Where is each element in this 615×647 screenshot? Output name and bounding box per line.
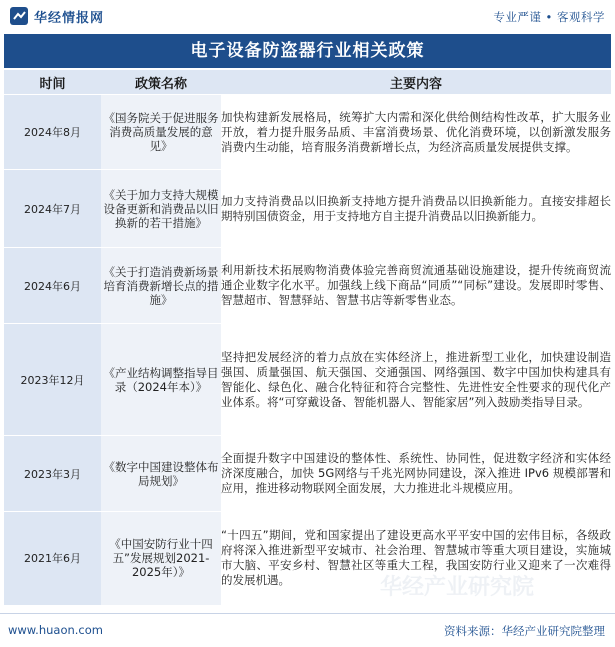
- table-row: [4, 170, 611, 248]
- footer-site-link[interactable]: www.huaon.com: [8, 623, 103, 637]
- table-row: [4, 436, 611, 512]
- row-content: 加力支持消费品以旧换新支持地方提升消费品以旧换新能力。直接安排超长期特别国债资金，用于支持地方自主提升消费品以旧换新能力。: [221, 170, 611, 248]
- table-row: [4, 248, 611, 324]
- row-time: 2024年8月: [4, 95, 101, 170]
- column-header-policy-name: 政策名称: [101, 70, 221, 95]
- row-time: 2023年3月: [4, 436, 101, 512]
- brand-logo: [10, 6, 104, 26]
- column-header-time: 时间: [4, 70, 101, 95]
- table-header-row: [4, 70, 611, 95]
- row-policy-name: 《数字中国建设整体布局规划》: [101, 436, 221, 512]
- page-title: 电子设备防盗器行业相关政策: [4, 34, 611, 68]
- table-row: [4, 324, 611, 436]
- row-time: 2024年7月: [4, 170, 101, 248]
- slogan: 专业严谨 • 客观科学: [493, 10, 605, 24]
- row-policy-name: 《国务院关于促进服务消费高质量发展的意见》: [101, 95, 221, 170]
- row-content: 加快构建新发展格局，统筹扩大内需和深化供给侧结构性改革，扩大服务业开放，着力提升服务品质、丰富消费场景、优化消费环境，以创新激发服务消费内生动能，培育服务消费新增长点，为经济高质量发展提供支撑。: [221, 95, 611, 170]
- row-content: 利用新技术拓展购物消费体验完善商贸流通基础设施建设，提升传统商贸流通企业数字化水平。加强线上线下商品“同质”“同标”建设。发展即时零售、智慧超市、智慧驿站、智慧书店等新零售业态。: [221, 248, 611, 324]
- row-policy-name: 《中国安防行业十四五”发展规划2021-2025年）》: [101, 512, 221, 605]
- row-content: 坚持把发展经济的着力点放在实体经济上，推进新型工业化，加快建设制造强国、质量强国、航天强国、交通强国、网络强国、数字中国加快构建具有智能化、绿色化、融合化特征和符合完整性、先进性安全性要求的现代化产业体系。将“可穿戴设备、智能机器人、智能家居”列入鼓励类指导目录。: [221, 324, 611, 436]
- row-time: 2024年6月: [4, 248, 101, 324]
- footer-source: 资料来源：华经产业研究院整理: [444, 624, 605, 638]
- column-header-main-content: 主要内容: [221, 70, 611, 95]
- row-policy-name: 《关于加力支持大规模设备更新和消费品以旧换新的若干措施》: [101, 170, 221, 248]
- row-policy-name: 《产业结构调整指导目录（2024年本）》: [101, 324, 221, 436]
- policy-table: [4, 70, 611, 605]
- logo-icon: [10, 7, 28, 25]
- row-policy-name: 《关于打造消费新场景培育消费新增长点的措施》: [101, 248, 221, 324]
- table-row: [4, 512, 611, 605]
- logo-text: 华经情报网: [34, 10, 105, 26]
- footer: [0, 613, 615, 647]
- row-time: 2021年6月: [4, 512, 101, 605]
- row-time: 2023年12月: [4, 324, 101, 436]
- row-content: “十四五”期间，党和国家提出了建设更高水平平安中国的宏伟目标，各级政府将深入推进新型平安城市、社会治理、智慧城市等重大项目建设，实施城市大脑、平安乡村、智慧社区等重大工程，我国安防行业又迎来了一次难得的发展机遇。: [221, 512, 611, 605]
- row-content: 全面提升数字中国建设的整体性、系统性、协同性，促进数字经济和实体经济深度融合，加快 5G网络与千兆光网协同建设，深入推进 IPv6 规模部署和应用，推进移动物联网全面发展，大力推进北斗规模应用。: [221, 436, 611, 512]
- top-bar: [0, 0, 615, 32]
- table-row: [4, 95, 611, 170]
